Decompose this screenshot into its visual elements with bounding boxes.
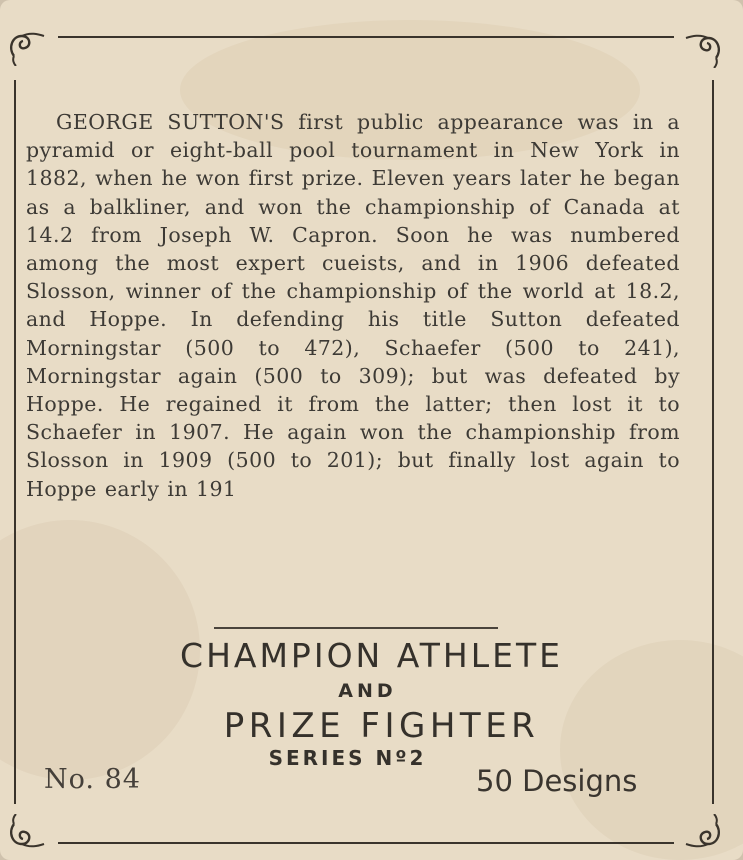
title-line-2: PRIZE FIGHTER <box>223 706 540 746</box>
border-rule-bottom <box>58 842 674 844</box>
title-divider <box>214 627 498 629</box>
series-label: SERIES Nº2 <box>268 746 427 770</box>
corner-flourish-icon <box>6 814 46 854</box>
corner-flourish-icon <box>684 814 724 854</box>
border-rule-top <box>58 36 674 38</box>
biography-text: GEORGE SUTTON'S first public appearance was in a pyramid or eight-ball pool tournament in New York in 1882, when he won first prize. Eleven years later he began as a balkliner, and won the championship of Canada at 14.2 from Joseph W. Capron. Soon he was numbered among the most expert cueists, and in 1906 defeated Slosson, winner of the championship of the world at 18.2, and Hoppe. In defending his title Sutton defeated Morningstar (500 to 472), Schaefer (500 to 241), Morningstar again (500 to 309); but was defeated by Hoppe. He regained it from the latter; then lost it to Schaefer in 1907. He again won the championship from Slosson in 1909 (500 to 201); but finally lost again to Hoppe early in 191 <box>26 110 680 501</box>
corner-flourish-icon <box>6 26 46 66</box>
corner-flourish-icon <box>684 28 724 68</box>
title-conjunction: AND <box>338 680 397 702</box>
card-number: No. 84 <box>44 764 141 795</box>
designs-count: 50 Designs <box>476 764 638 798</box>
title-line-1: CHAMPION ATHLETE <box>180 636 563 675</box>
